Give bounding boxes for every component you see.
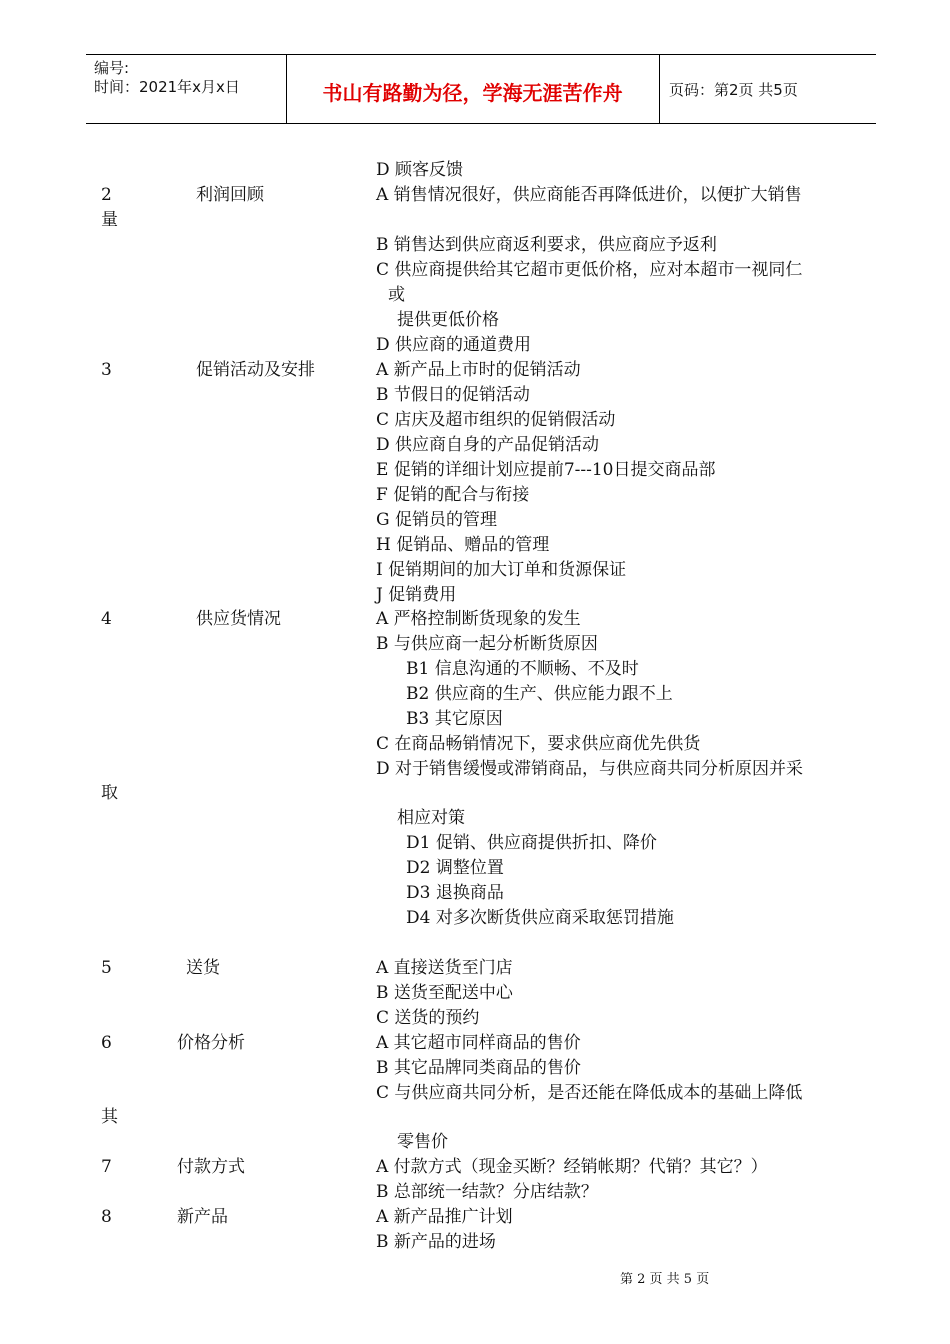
item-line: C 在商品畅销情况下，要求供应商优先供货	[376, 734, 701, 754]
item-line: 其	[101, 1107, 118, 1127]
item-line: B2 供应商的生产、供应能力跟不上	[406, 684, 673, 704]
item-line: A 销售情况很好，供应商能否再降低进价，以便扩大销售	[376, 185, 802, 205]
item-line: A 直接送货至门店	[376, 958, 513, 978]
item-line: G 促销员的管理	[376, 510, 497, 530]
item-line: A 严格控制断货现象的发生	[376, 609, 581, 629]
item-line: B1 信息沟通的不顺畅、不及时	[406, 659, 639, 679]
item-line: B 送货至配送中心	[376, 983, 513, 1003]
item-line: D3 退换商品	[406, 883, 504, 903]
section-title: 供应货情况	[196, 609, 281, 629]
item-line: F 促销的配合与衔接	[376, 485, 530, 505]
section-title: 送货	[186, 958, 220, 978]
item-line: A 其它超市同样商品的售价	[376, 1033, 581, 1053]
item-line: 零售价	[397, 1132, 448, 1152]
item-line: B 与供应商一起分析断货原因	[376, 634, 598, 654]
item-line: D2 调整位置	[406, 858, 504, 878]
item-line: B 其它品牌同类商品的售价	[376, 1058, 581, 1078]
section-number: 2	[101, 185, 112, 205]
item-line: E 促销的详细计划应提前7---10日提交商品部	[376, 460, 716, 480]
item-line: B 新产品的进场	[376, 1232, 496, 1252]
section-title: 促销活动及安排	[196, 360, 315, 380]
header-page-number: 页码：第2页 共5页	[669, 81, 798, 99]
item-line: B 节假日的促销活动	[376, 385, 530, 405]
item-line: B3 其它原因	[406, 709, 503, 729]
item-line: A 付款方式（现金买断？经销帐期？代销？其它？）	[376, 1157, 768, 1177]
section-number: 4	[101, 609, 112, 629]
item-line: C 与供应商共同分析，是否还能在降低成本的基础上降低	[376, 1083, 803, 1103]
item-line: D 供应商的通道费用	[376, 335, 532, 355]
item-line: D4 对多次断货供应商采取惩罚措施	[406, 908, 674, 928]
section-title: 价格分析	[177, 1033, 245, 1053]
item-line: H 促销品、赠品的管理	[376, 535, 550, 555]
item-line: C 送货的预约	[376, 1008, 480, 1028]
doc-id-label: 编号:	[94, 59, 130, 77]
doc-time-label: 时间：2021年x月x日	[94, 78, 240, 96]
item-line: C 供应商提供给其它超市更低价格，应对本超市一视同仁	[376, 260, 803, 280]
item-line: A 新产品推广计划	[376, 1207, 513, 1227]
item-line: 或	[388, 285, 405, 305]
section-number: 5	[101, 958, 112, 978]
section-number: 3	[101, 360, 112, 380]
item-line: 提供更低价格	[397, 310, 499, 330]
section-number: 8	[101, 1207, 112, 1227]
item-line: J 促销费用	[376, 585, 457, 605]
item-line: C 店庆及超市组织的促销假活动	[376, 410, 616, 430]
section-number: 6	[101, 1033, 112, 1053]
item-line: B 总部统一结款？分店结款？	[376, 1182, 598, 1202]
item-line: 取	[101, 783, 118, 803]
item-line: A 新产品上市时的促销活动	[376, 360, 581, 380]
item-line: D 顾客反馈	[376, 160, 464, 180]
item-line: D 对于销售缓慢或滞销商品，与供应商共同分析原因并采	[376, 759, 804, 779]
section-title: 付款方式	[177, 1157, 245, 1177]
section-number: 7	[101, 1157, 112, 1177]
item-line: 量	[101, 210, 118, 230]
section-title: 新产品	[177, 1207, 228, 1227]
section-title: 利润回顾	[196, 185, 264, 205]
item-line: I 促销期间的加大订单和货源保证	[376, 560, 627, 580]
header-divider	[659, 55, 660, 123]
page-header	[86, 54, 876, 124]
item-line: 相应对策	[397, 808, 465, 828]
item-line: D 供应商自身的产品促销活动	[376, 435, 600, 455]
item-line: D1 促销、供应商提供折扣、降价	[406, 833, 657, 853]
header-motto: 书山有路勤为径，学海无涯苦作舟	[322, 81, 623, 105]
page-footer: 第 2 页 共 5 页	[620, 1272, 710, 1287]
item-line: B 销售达到供应商返利要求，供应商应予返利	[376, 235, 717, 255]
